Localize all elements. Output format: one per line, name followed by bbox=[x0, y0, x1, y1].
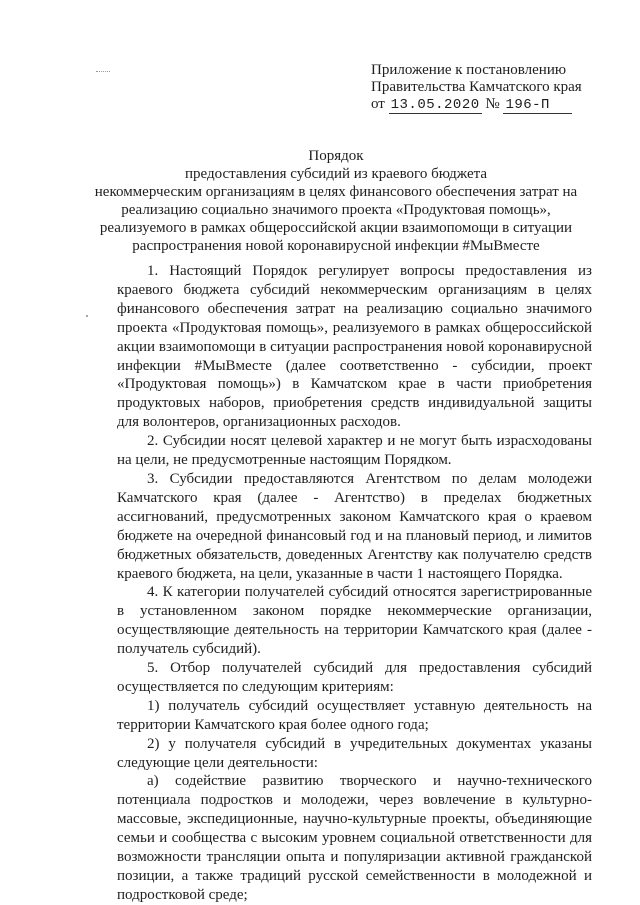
paragraph: 2. Субсидии носят целевой характер и не могут быть израсходованы на цели, не предусмотренные настоящим Порядком. bbox=[117, 433, 592, 469]
appendix-line-1: Приложение к постановлению bbox=[371, 62, 567, 78]
title-line: реализуемого в рамках общероссийской акции взаимопомощи в ситуации bbox=[99, 220, 573, 236]
appendix-date: 13.05.2020 bbox=[390, 97, 480, 113]
title-line: распространения новой коронавирусной инфекции #МыВместе bbox=[132, 238, 540, 254]
paragraph: а) содействие развитию творческого и научно-технического потенциала подростков и молодежи, через вовлечение в культурно-массовые, экспедиционные, научно-культурные проекты, объединяющие семьи и сообщества с высоким уровнем социальной ответственности для возможности трансляции опыта и популяризации активной гражданской позиции, а также традиций русской семейственности в молодежной и подростковой среде; bbox=[117, 773, 592, 903]
appendix-number-sign: № bbox=[485, 96, 500, 112]
document-title bbox=[80, 147, 592, 255]
appendix-line-3 bbox=[371, 96, 621, 114]
paragraph: 1. Настоящий Порядок регулирует вопросы предоставления из краевого бюджета субсидий некоммерческим организациям в целях финансового обеспечения затрат на реализацию социально значимого проекта «Продуктовая помощь», реализуемого в рамках общероссийской акции взаимопомощи в ситуации распространения новой коронавирусной инфекции #МыВместе (далее соответственно - субсидии, проект «Продуктовая помощь») в Камчатском крае в части приобретения продуктовых наборов, приобретения средств индивидуальной защиты для волонтеров, организационных расходов. bbox=[117, 263, 592, 431]
paragraph: 3. Субсидии предоставляются Агентством по делам молодежи Камчатского края (далее - Агентство) в пределах бюджетных ассигнований, предусмотренных законом Камчатского края о краевом бюджете на очередной финансовый год и на плановый период, и лимитов бюджетных обязательств, доведенных Агентству как получателю средств краевого бюджета, на цели, указанные в части 1 настоящего Порядка. bbox=[117, 470, 592, 582]
title-line: некоммерческим организациям в целях финансового обеспечения затрат на bbox=[94, 184, 578, 200]
title-line: реализацию социально значимого проекта «Продуктовая помощь», bbox=[121, 202, 551, 218]
title-line: предоставления субсидий из краевого бюджета bbox=[184, 166, 488, 182]
paragraph: 4. К категории получателей субсидий относятся зарегистрированные в установленном законом порядке некоммерческие организации, осуществляющие деятельность на территории Камчатского края (далее - получатель субсидий). bbox=[117, 584, 592, 658]
document-body bbox=[117, 262, 592, 905]
appendix-header bbox=[371, 62, 621, 114]
title-heading: Порядок bbox=[308, 148, 364, 164]
paragraph: 2) у получателя субсидий в учредительных документах указаны следующие цели деятельности: bbox=[117, 735, 592, 771]
scan-dot bbox=[86, 315, 88, 317]
appendix-prefix: от bbox=[371, 96, 385, 112]
paragraph: 5. Отбор получателей субсидий для предоставления субсидий осуществляется по следующим критериям: bbox=[117, 660, 592, 695]
appendix-line-2: Правительства Камчатского края bbox=[371, 79, 582, 95]
scan-mark bbox=[96, 71, 110, 73]
paragraph: 1) получатель субсидий осуществляет уставную деятельность на территории Камчатского края более одного года; bbox=[117, 697, 592, 733]
appendix-number: 196-П bbox=[503, 97, 572, 114]
